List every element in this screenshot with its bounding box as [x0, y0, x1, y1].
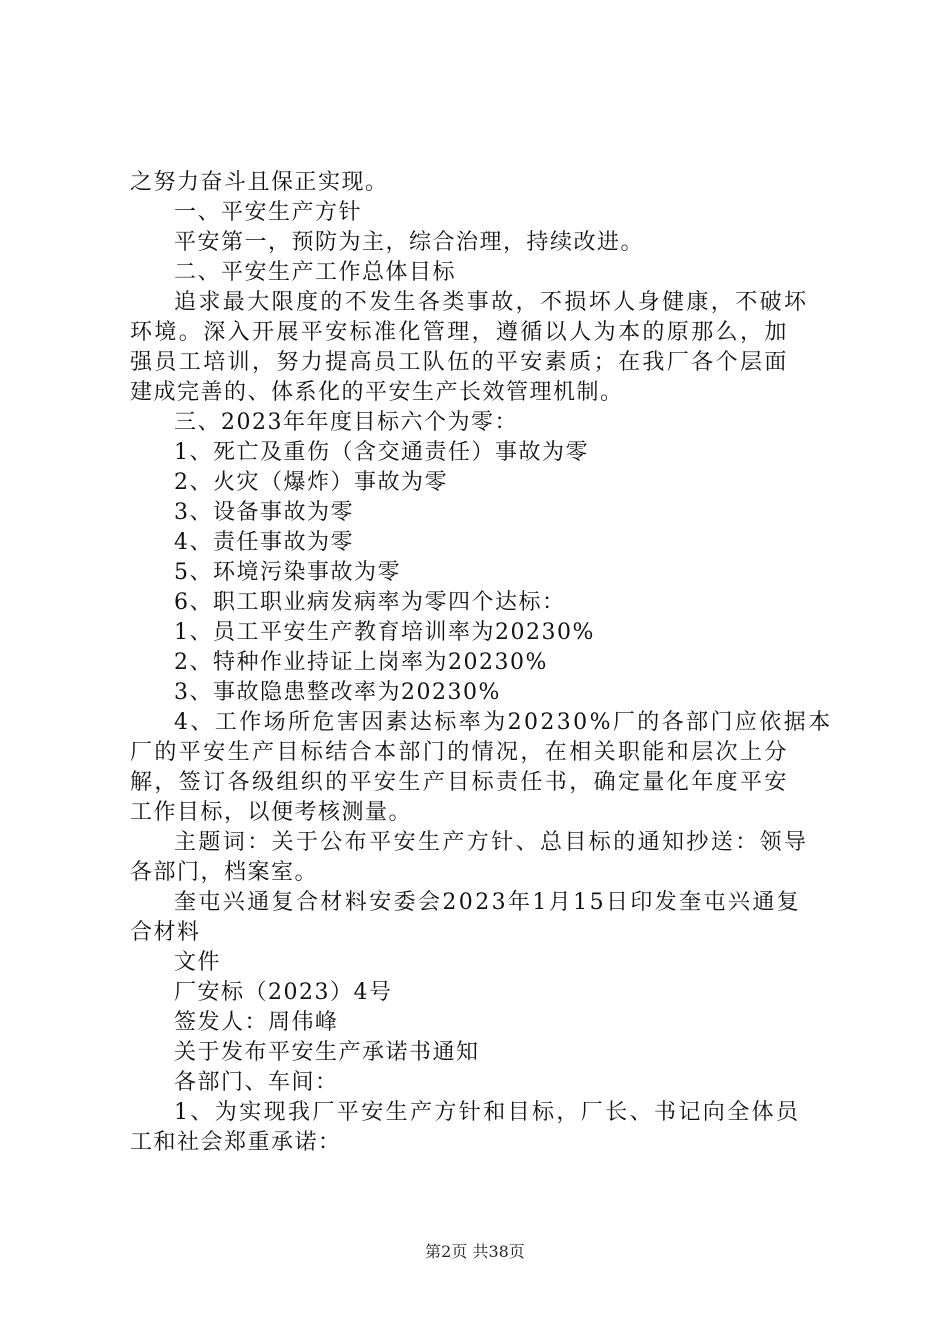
list-item: 2、火灾（爆炸）事故为零: [174, 470, 448, 495]
text-line: 强员工培训，努力提高员工队伍的平安素质；在我厂各个层面: [130, 350, 789, 375]
text-line: 奎屯兴通复合材料安委会2023年1月15日印发奎屯兴通复: [174, 890, 802, 915]
list-item: 3、设备事故为零: [174, 500, 354, 525]
text-line: 合材料: [130, 920, 201, 945]
text-line: 追求最大限度的不发生各类事故，不损坏人身健康，不破坏: [174, 290, 809, 315]
text-line: 工和社会郑重承诺：: [130, 1130, 342, 1155]
list-item: 3、事故隐患整改率为20230%: [174, 680, 501, 705]
document-body: [130, 168, 832, 1158]
text-line: 工作目标，以便考核测量。: [130, 800, 413, 825]
section-heading: 关于发布平安生产承诺书通知: [174, 1040, 480, 1065]
text-line: 各部门、车间：: [174, 1070, 339, 1095]
text-line: 文件: [174, 950, 222, 975]
text-line: 建成完善的、体系化的平安生产长效管理机制。: [130, 380, 624, 405]
list-item: 4、工作场所危害因素达标率为20230%厂的各部门应依据本: [174, 710, 833, 735]
text-line: 之努力奋斗且保正实现。: [130, 170, 389, 195]
text-line: 厂安标（2023）4号: [174, 980, 393, 1005]
list-item: 4、责任事故为零: [174, 530, 354, 555]
text-line: 平安第一，预防为主，综合治理，持续改进。: [174, 230, 645, 255]
text-line: 解，签订各级组织的平安生产目标责任书，确定量化年度平安: [130, 770, 789, 795]
list-item: 1、员工平安生产教育培训率为20230%: [174, 620, 595, 645]
section-heading: 三、2023年年度目标六个为零：: [174, 410, 518, 435]
list-item: 5、环境污染事故为零: [174, 560, 401, 585]
list-item: 2、特种作业持证上岗率为20230%: [174, 650, 548, 675]
list-item: 1、为实现我厂平安生产方针和目标，厂长、书记向全体员: [174, 1100, 801, 1125]
page-number-footer: 第2页 共38页: [425, 1242, 525, 1261]
text-line: 签发人：周伟峰: [174, 1010, 339, 1035]
text-line: 厂的平安生产目标结合本部门的情况，在相关职能和层次上分: [130, 740, 789, 765]
section-heading: 二、平安生产工作总体目标: [174, 260, 457, 285]
text-line: 环境。深入开展平安标准化管理，遵循以人为本的原那么，加: [130, 320, 789, 345]
list-item: 6、职工职业病发病率为零四个达标：: [174, 590, 566, 615]
list-item: 1、死亡及重伤（含交通责任）事故为零: [174, 440, 589, 465]
section-heading: 一、平安生产方针: [174, 200, 363, 225]
text-line: 主题词：关于公布平安生产方针、总目标的通知抄送：领导: [174, 830, 809, 855]
text-line: 各部门，档案室。: [130, 860, 319, 885]
